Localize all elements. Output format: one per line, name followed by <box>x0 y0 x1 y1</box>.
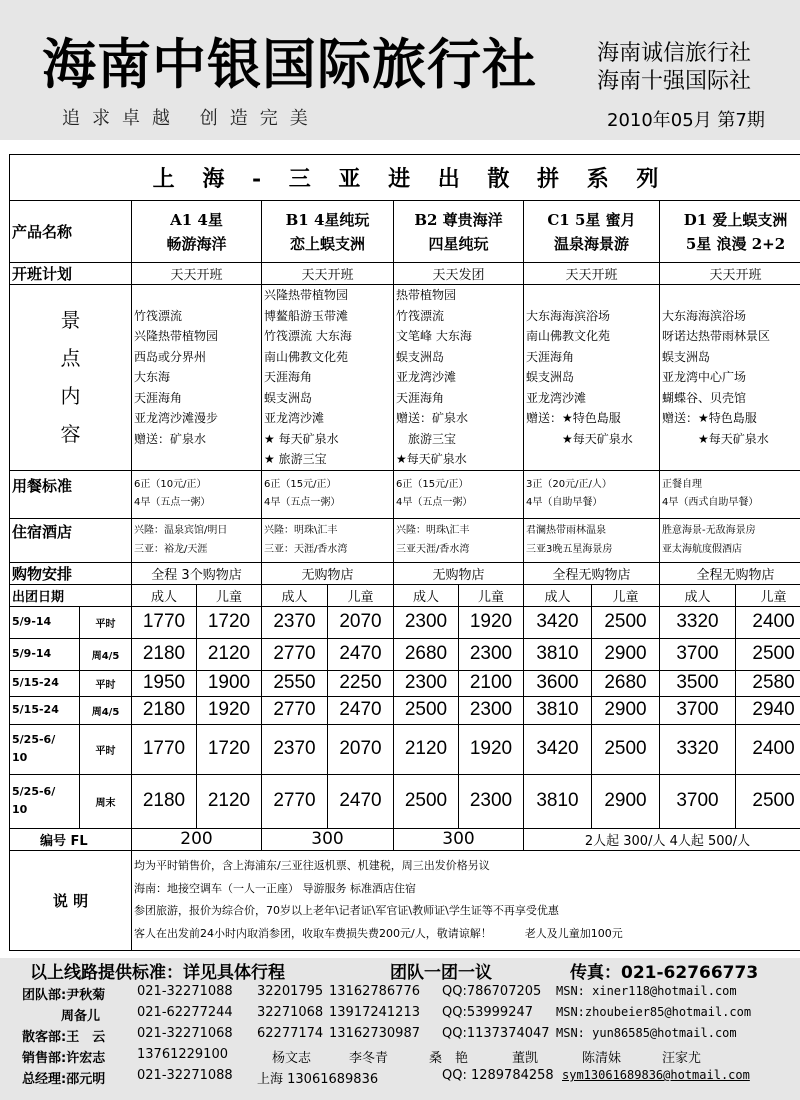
day-type-cell: 周4/5 <box>80 638 132 670</box>
price-cell: 1950 <box>132 670 197 696</box>
price-cell: 3810 <box>524 696 592 724</box>
price-row <box>10 724 800 774</box>
child-header: 儿童 <box>592 584 660 606</box>
contact-footer: 以上线路提供标准：详见具体行程 团队一团一议 传真：021-62766773 团队部:尹秋菊 021-32271088 32201795 13162786776 QQ:786707205 MSN: xiner118@hotmail.com 周备儿 021-62277244 32271068 13917241213 QQ:53999247 MSN:zhoubeier85@hotmail.com 散客部:王 云 021-32271068 62277174 13162730987 QQ:1137374047 MSN: yun86585@hotmail.com 销售部:许宏志 13761229100 杨文志 李冬青 桑 艳 董凯 陈清妹 汪家尤 总经理:邵元明 021-32271088 上海 13061689836 QQ: 1289784258 sym13061689836@hotmail.com <box>0 958 800 1100</box>
sights-cell: 热带植物园 竹筏漂流 文笔峰 大东海 蜈支洲岛 亚龙湾沙滩 天涯海角 赠送：矿泉水 旅游三宝 ★每天矿泉水 <box>394 285 524 471</box>
meal-label: 用餐标准 <box>10 470 132 518</box>
price-row <box>10 670 800 696</box>
hotel-cell: 兴隆：温泉宾馆/明日 三亚：裕龙/天涯 <box>132 518 262 562</box>
price-cell: 3700 <box>660 696 736 724</box>
date-cell: 5/15-24 <box>10 670 80 696</box>
price-cell: 3320 <box>660 724 736 774</box>
price-cell: 1770 <box>132 724 197 774</box>
price-cell: 1920 <box>459 724 524 774</box>
shopping-cell: 无购物店 <box>394 562 524 584</box>
sights-cell: 兴隆热带植物园 博鳌船游玉带滩 竹筏漂流 大东海 南山佛教文化苑 天涯海角 蜈支洲岛 亚龙湾沙滩 ★ 每天矿泉水 ★ 旅游三宝 <box>262 285 394 471</box>
price-cell: 2680 <box>592 670 660 696</box>
adult-header: 成人 <box>132 584 197 606</box>
price-cell: 2470 <box>328 696 394 724</box>
child-header: 儿童 <box>197 584 262 606</box>
price-row <box>10 774 800 828</box>
price-cell: 2370 <box>262 724 328 774</box>
price-cell: 2400 <box>736 724 800 774</box>
adult-header: 成人 <box>524 584 592 606</box>
price-cell: 2300 <box>459 638 524 670</box>
fax-number: 传真：021-62766773 <box>570 963 759 983</box>
child-header: 儿童 <box>459 584 524 606</box>
shopping-cell: 全程无购物店 <box>524 562 660 584</box>
price-cell: 2180 <box>132 638 197 670</box>
date-header: 出团日期 <box>10 584 132 606</box>
shopping-cell: 全程无购物店 <box>660 562 800 584</box>
price-cell: 3420 <box>524 724 592 774</box>
note-line: 参团旅游，报价为综合价，70岁以上老年\记者证\军官证\教师证\学生证等不再享受优惠 <box>134 904 559 917</box>
date-cell: 5/15-24 <box>10 696 80 724</box>
hotel-label: 住宿酒店 <box>10 518 132 562</box>
meal-cell: 正餐自理 4早（西式自助早餐） <box>660 470 800 518</box>
hotel-cell: 君澜热带雨林温泉 三亚3晚五星海景房 <box>524 518 660 562</box>
code-cell: 2人起 300/人 4人起 500/人 <box>524 828 800 850</box>
price-cell: 2500 <box>592 606 660 638</box>
price-cell: 2900 <box>592 696 660 724</box>
product-d1: D1 爱上蜈支洲 5星 浪漫 2+2 <box>660 201 800 263</box>
price-cell: 2300 <box>394 670 459 696</box>
product-b2: B2 尊贵海洋 四星纯玩 <box>394 201 524 263</box>
hotel-cell: 兴隆：明珠\汇丰 三亚天涯/香水湾 <box>394 518 524 562</box>
adult-header: 成人 <box>660 584 736 606</box>
date-cell: 5/9-14 <box>10 638 80 670</box>
price-cell: 2100 <box>459 670 524 696</box>
table-title: 上 海 - 三 亚 进 出 散 拼 系 列 <box>10 155 800 201</box>
price-cell: 3600 <box>524 670 592 696</box>
product-c1: C1 5星 蜜月 温泉海景游 <box>524 201 660 263</box>
note-line: 客人在出发前24小时内取消参团，收取车费损失费200元/人，敬请谅解！ 老人及儿童加100元 <box>134 926 623 940</box>
price-cell: 2500 <box>394 696 459 724</box>
code-cell: 200 <box>132 828 262 850</box>
meal-cell: 3正（20元/正/人） 4早（自助早餐） <box>524 470 660 518</box>
meal-cell: 6正（15元/正） 4早（五点一粥） <box>394 470 524 518</box>
day-type-cell: 平时 <box>80 724 132 774</box>
code-cell: 300 <box>394 828 524 850</box>
schedule-cell: 天天开班 <box>262 263 394 285</box>
price-cell: 2300 <box>394 606 459 638</box>
adult-header: 成人 <box>262 584 328 606</box>
price-cell: 2500 <box>592 724 660 774</box>
price-cell: 2770 <box>262 774 328 828</box>
itinerary-table <box>9 154 800 951</box>
group-note: 团队一团一议 <box>390 963 492 983</box>
code-cell: 300 <box>262 828 394 850</box>
date-cell: 5/25-6/ 10 <box>10 774 80 828</box>
price-cell: 2470 <box>328 638 394 670</box>
child-header: 儿童 <box>736 584 800 606</box>
header-banner <box>0 0 800 140</box>
price-cell: 2680 <box>394 638 459 670</box>
date-cell: 5/25-6/ 10 <box>10 724 80 774</box>
price-cell: 2500 <box>736 774 800 828</box>
honor-2: 海南十强国际社 <box>597 69 752 94</box>
price-cell: 1770 <box>132 606 197 638</box>
price-cell: 3320 <box>660 606 736 638</box>
schedule-cell: 天天开班 <box>524 263 660 285</box>
schedule-cell: 天天发团 <box>394 263 524 285</box>
company-name: 海南中银国际旅行社 <box>42 33 537 96</box>
product-name-label: 产品名称 <box>10 201 132 263</box>
sights-cell: 竹筏漂流 兴隆热带植物园 西岛或分界州 大东海 天涯海角 亚龙湾沙滩漫步 赠送：矿泉水 <box>132 285 262 471</box>
note-line: 海南：地接空调车（一人一正座） 导游服务 标准酒店住宿 <box>134 881 416 895</box>
price-cell: 2300 <box>459 696 524 724</box>
hotel-cell: 胜意海景-无敌海景房 亚太海航度假酒店 <box>660 518 800 562</box>
price-cell: 2070 <box>328 724 394 774</box>
price-cell: 2070 <box>328 606 394 638</box>
day-type-cell: 平时 <box>80 670 132 696</box>
price-cell: 2370 <box>262 606 328 638</box>
note-line: 均为平时销售价，含上海浦东/三亚往返机票、机建税，周三出发价格另议 <box>134 859 490 872</box>
standard-note: 以上线路提供标准：详见具体行程 <box>30 963 285 983</box>
day-type-cell: 平时 <box>80 606 132 638</box>
notes-cell <box>132 850 800 950</box>
price-cell: 2120 <box>197 638 262 670</box>
price-cell: 1920 <box>197 696 262 724</box>
sights-cell: 大东海海滨浴场 呀诺达热带雨林景区 蜈支洲岛 亚龙湾中心广场 蝴蝶谷、贝壳馆 赠送：★特色島服 ★每天矿泉水 <box>660 285 800 471</box>
price-cell: 2120 <box>197 774 262 828</box>
date-cell: 5/9-14 <box>10 606 80 638</box>
price-cell: 2180 <box>132 696 197 724</box>
price-cell: 2500 <box>394 774 459 828</box>
day-type-cell: 周末 <box>80 774 132 828</box>
gm-email[interactable]: sym13061689836@hotmail.com <box>562 1068 750 1082</box>
product-b1: B1 4星纯玩 恋上蜈支洲 <box>262 201 394 263</box>
price-cell: 3500 <box>660 670 736 696</box>
adult-header: 成人 <box>394 584 459 606</box>
price-cell: 2300 <box>459 774 524 828</box>
day-type-cell: 周4/5 <box>80 696 132 724</box>
sights-cell: 大东海海滨浴场 南山佛教文化苑 天涯海角 蜈支洲岛 亚龙湾沙滩 赠送：★特色島服 ★每天矿泉水 <box>524 285 660 471</box>
price-cell: 1720 <box>197 724 262 774</box>
price-cell: 2550 <box>262 670 328 696</box>
notes-label: 说 明 <box>10 850 132 950</box>
issue-date: 2010年05月 第7期 <box>607 110 765 131</box>
price-cell: 3700 <box>660 638 736 670</box>
schedule-label: 开班计划 <box>10 263 132 285</box>
price-cell: 3810 <box>524 638 592 670</box>
price-cell: 2250 <box>328 670 394 696</box>
price-cell: 1900 <box>197 670 262 696</box>
price-cell: 2500 <box>736 638 800 670</box>
price-cell: 2180 <box>132 774 197 828</box>
shopping-label: 购物安排 <box>10 562 132 584</box>
price-cell: 2900 <box>592 774 660 828</box>
price-row <box>10 696 800 724</box>
sights-label: 景 点 内 容 <box>10 285 132 471</box>
honor-1: 海南诚信旅行社 <box>597 41 752 66</box>
price-cell: 1920 <box>459 606 524 638</box>
product-a1: A1 4星 畅游海洋 <box>132 201 262 263</box>
price-cell: 2580 <box>736 670 800 696</box>
price-cell: 3810 <box>524 774 592 828</box>
meal-cell: 6正（15元/正） 4早（五点一粥） <box>262 470 394 518</box>
price-cell: 2120 <box>394 724 459 774</box>
shopping-cell: 无购物店 <box>262 562 394 584</box>
schedule-cell: 天天开班 <box>132 263 262 285</box>
price-cell: 2940 <box>736 696 800 724</box>
price-cell: 1720 <box>197 606 262 638</box>
hotel-cell: 兴隆：明珠\汇丰 三亚：天涯/香水湾 <box>262 518 394 562</box>
meal-cell: 6正（10元/正） 4早（五点一粥） <box>132 470 262 518</box>
price-cell: 2900 <box>592 638 660 670</box>
price-cell: 3420 <box>524 606 592 638</box>
price-cell: 3700 <box>660 774 736 828</box>
price-row <box>10 638 800 670</box>
child-header: 儿童 <box>328 584 394 606</box>
price-row <box>10 606 800 638</box>
code-label: 编号 FL <box>10 828 132 850</box>
schedule-cell: 天天开班 <box>660 263 800 285</box>
price-cell: 2770 <box>262 696 328 724</box>
price-cell: 2770 <box>262 638 328 670</box>
shopping-cell: 全程 3个购物店 <box>132 562 262 584</box>
price-cell: 2400 <box>736 606 800 638</box>
slogan: 追求卓越 创造完美 <box>62 108 320 129</box>
price-cell: 2470 <box>328 774 394 828</box>
